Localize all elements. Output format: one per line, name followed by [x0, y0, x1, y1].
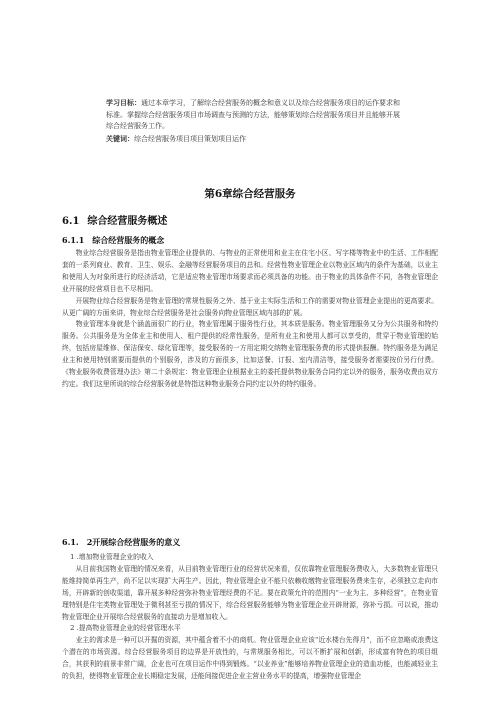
- list-item-heading: 2 .提高物业管理企业的经营管理水平: [70, 624, 181, 633]
- subsection-title: 2开展综合经营服务的意义: [86, 537, 181, 547]
- paragraph: 业主的需求是一种可以开掘的资源，其中蕴含着不小的商机。物业管理企业应该“近水楼台先得月”，而不应忽略或浪费这个潜在的市场资源。综合经营服务项目的边界是开放性的，与常规服务相比，可以不断扩展和创新，形成富有特色的项目组合，其获利的前景非常广阔，企业也可在项目运作中得到锻炼。“以业养业”能够培养物业管理企业的造血功能，也能减轻业主的负担，使得物业管理企业长期稳定发展，还能间接促进企业主营业务水平的提高，增强物业管理企: [62, 636, 438, 681]
- paragraph: 从目前我国物业管理的情况来看，从目前物业管理行业的经营状况来看，仅依靠物业管理服务费收入，大多数物业管理只能维持简单再生产，尚不足以实现扩大再生产。因此，物业管理企业不能只依赖收缴物业管理服务费来生存，必须独立走向市场，开辟新的创收渠道，靠开展多种经营弥补物业管理经费的不足。要在政策允许的范围内“一业为主、多种经营”，在物业管理特别是住宅类物业管理处于微利甚至亏损的情况下，综合经营服务能够为物业管理企业开辟财源，弥补亏损。可以说，推动物业管理企业开展综合经营服务的直接动力是增加收入。: [62, 564, 438, 621]
- list-item-heading: 1 .增加物业管理企业的收入: [70, 553, 154, 561]
- paragraph: 物业管理本身就是个涵盖面很广的行业，物业管理属于服务性行业，其本质是服务。物业管理服务又分为公共服务和特约服务。公共服务是为全体业主和使用人、租户提供的经常性服务，是所有业主和使用人都可以享受的，贯穿于物业管理的始终，包括房屋维修、保洁保安、绿化管理等，接受服务的一方用定期交纳物业管理服务费的形式提供报酬。特约服务是为满足业主和使用特别需要而提供的个别服务，涉及的方面很多，比如送餐、订报、室内清洁等，接受服务者需要按价另行付费。《物业服务收费管理办法》第二十条规定：物业管理企业根据业主的委托提供物业服务合同约定以外的服务，服务收费由双方约定。我们这里所说的综合经营服务就是特指这种物业服务合同约定以外的特约服务。: [62, 320, 438, 388]
- section-6-1-2-body: [62, 552, 438, 683]
- paragraph: 物业综合经营服务是指由物业管理企业提供的、与物业的正常使用和业主在住宅小区、写字楼等物业中的生活、工作相配套的一系列商业、教育、卫生、娱乐、金融等经营服务项目的总和。经营性物业管理企业以物业区域内的条件为基础，以业主和使用人为对象所进行的经济活动，它是适应物业管理市场要求而必须具备的功能。由于物业的具体条件不同，各物业管理企业开展的经营项目也不尽相同。: [62, 249, 438, 293]
- subsection-number: 6.1.1: [62, 235, 85, 245]
- section-6-1-1-body: [62, 248, 438, 391]
- objectives-label: 学习目标：: [106, 98, 141, 107]
- subsection-number: 6.1.: [62, 537, 79, 547]
- objectives-text: 通过本章学习，了解综合经营服务的概念和意义以及综合经营服务项目的运作要求和标准。掌握综合经营服务项目市场调查与预测的方法，能够策划综合经营服务项目并且能够开展综合经营服务工作。: [106, 99, 400, 130]
- subsection-title: 综合经营服务的概念: [92, 235, 165, 245]
- learning-objectives: [106, 97, 406, 133]
- section-number: 6.1: [62, 216, 80, 227]
- chapter-title: 第6章综合经营服务: [204, 188, 296, 200]
- section-title: 综合经营服务概述: [87, 216, 168, 227]
- subsection-heading-6-1-2: [62, 537, 180, 548]
- paragraph: 开展物业综合经营服务是物业管理的常规性服务之外、基于业主实际生活和工作的需要对物业管理企业提出的更高要求。从更广阔的方面来讲，物业综合经营服务是社会服务向物业管理区域内部的扩展。: [62, 296, 438, 317]
- subsection-heading-6-1-1: [62, 235, 164, 246]
- keywords-label: 关键词：: [106, 133, 134, 143]
- chapter-intro: [106, 97, 406, 145]
- keywords-text: 综合经营服务项目项目策划项目运作: [134, 134, 246, 143]
- keywords: [106, 133, 406, 146]
- section-heading-6-1: [62, 212, 167, 227]
